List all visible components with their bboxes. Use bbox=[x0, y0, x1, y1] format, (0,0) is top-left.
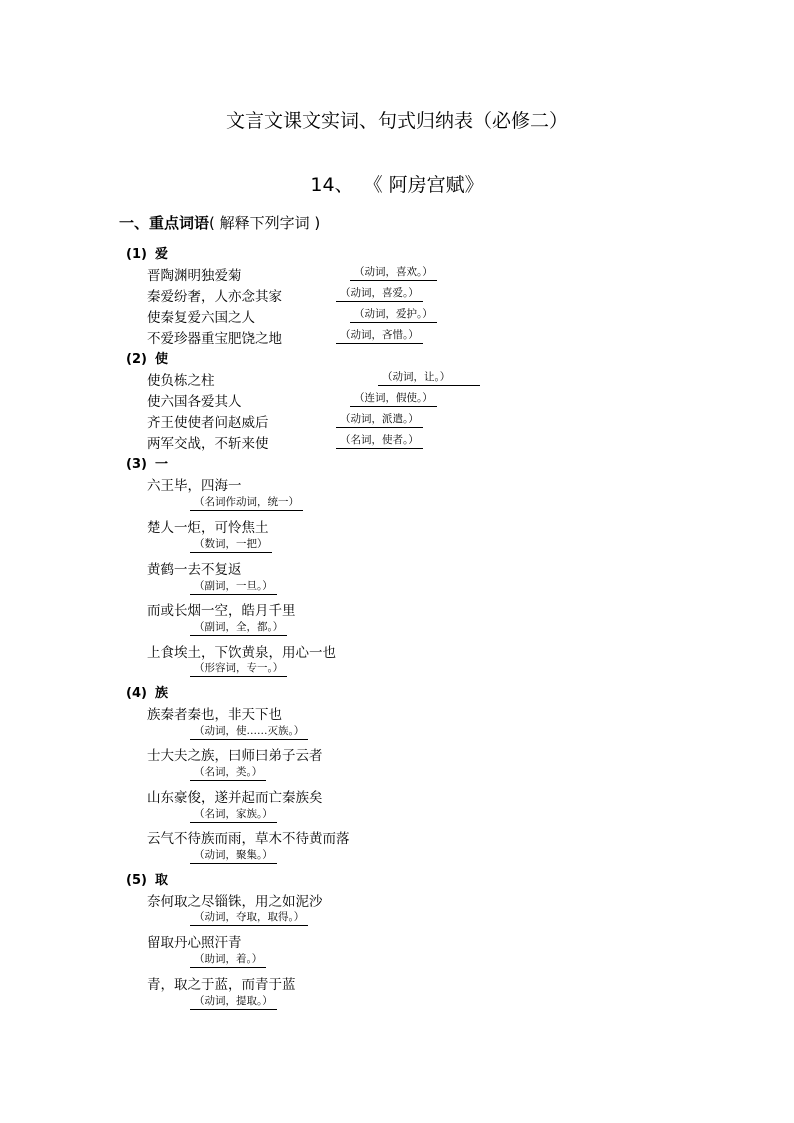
group-heading: (3) 一 bbox=[126, 457, 168, 472]
example-sentence: 不爱珍器重宝肥饶之地 bbox=[147, 331, 282, 347]
group-heading: (4) 族 bbox=[126, 686, 168, 701]
example-sentence: 晋陶渊明独爱菊 bbox=[147, 268, 242, 284]
section-heading bbox=[119, 212, 320, 233]
example-sentence: 山东豪俊，遂并起而亡秦族矣 bbox=[147, 790, 323, 806]
example-sentence: 士大夫之族，曰师曰弟子云者 bbox=[147, 748, 323, 764]
answer-blank: （名词作动词，统一） bbox=[190, 495, 303, 511]
example-sentence: 使六国各爱其人 bbox=[147, 394, 242, 410]
example-sentence: 六王毕，四海一 bbox=[147, 478, 242, 494]
answer-blank: （动词，爱护。） bbox=[350, 307, 437, 323]
example-sentence: 齐王使使者问赵威后 bbox=[147, 415, 269, 431]
example-sentence: 青，取之于蓝，而青于蓝 bbox=[147, 977, 296, 993]
answer-blank: （数词，一把） bbox=[190, 537, 272, 553]
answer-blank: （动词，使……灭族。） bbox=[190, 724, 308, 740]
answer-blank: （名词，类。） bbox=[190, 765, 266, 781]
answer-blank: （连词，假使。） bbox=[350, 391, 437, 407]
answer-blank: （动词，派遣。） bbox=[336, 412, 423, 428]
answer-blank: （动词，喜爱。） bbox=[336, 286, 423, 302]
answer-blank: （动词，吝惜。） bbox=[336, 328, 423, 344]
lesson-number: 14、 bbox=[310, 174, 354, 196]
lesson-title bbox=[0, 170, 794, 197]
answer-blank: （助词，着。） bbox=[190, 952, 266, 968]
answer-blank: （动词，喜欢。） bbox=[350, 265, 437, 281]
group-heading: (1) 爱 bbox=[126, 247, 168, 262]
example-sentence: 族秦者秦也，非天下也 bbox=[147, 707, 282, 723]
section-note: ( 解释下列字词 ) bbox=[209, 214, 321, 232]
answer-blank: （副词，全，都。） bbox=[190, 620, 287, 636]
example-sentence: 云气不待族而雨，草木不待黄而落 bbox=[147, 831, 350, 847]
answer-blank: （动词，夺取，取得。） bbox=[190, 910, 308, 926]
example-sentence: 留取丹心照汗青 bbox=[147, 935, 242, 951]
answer-blank: （名词，使者。） bbox=[336, 433, 423, 449]
answer-blank: （动词，让。） bbox=[378, 370, 480, 386]
example-sentence: 上食埃土，下饮黄泉，用心一也 bbox=[147, 645, 336, 661]
example-sentence: 秦爱纷奢，人亦念其家 bbox=[147, 289, 282, 305]
example-sentence: 奈何取之尽锱铢，用之如泥沙 bbox=[147, 894, 323, 910]
answer-blank: （副词，一旦。） bbox=[190, 579, 277, 595]
lesson-book-title: 《 阿房宫赋》 bbox=[363, 174, 484, 196]
group-heading: (5) 取 bbox=[126, 873, 168, 888]
example-sentence: 使秦复爱六国之人 bbox=[147, 310, 255, 326]
document-title: 文言文课文实词、句式归纳表（必修二） bbox=[225, 110, 568, 132]
answer-blank: （名词，家族。） bbox=[190, 807, 277, 823]
answer-blank: （动词，提取。） bbox=[190, 994, 277, 1010]
example-sentence: 而或长烟一空，皓月千里 bbox=[147, 603, 296, 619]
example-sentence: 黄鹤一去不复返 bbox=[147, 562, 242, 578]
answer-blank: （形容词，专一。） bbox=[190, 661, 287, 677]
example-sentence: 使负栋之柱 bbox=[147, 373, 215, 389]
example-sentence: 两军交战，不斩来使 bbox=[147, 436, 269, 452]
answer-blank: （动词，聚集。） bbox=[190, 848, 277, 864]
section-label: 一、重点词语 bbox=[119, 214, 210, 232]
example-sentence: 楚人一炬，可怜焦土 bbox=[147, 520, 269, 536]
group-heading: (2) 使 bbox=[126, 352, 168, 367]
